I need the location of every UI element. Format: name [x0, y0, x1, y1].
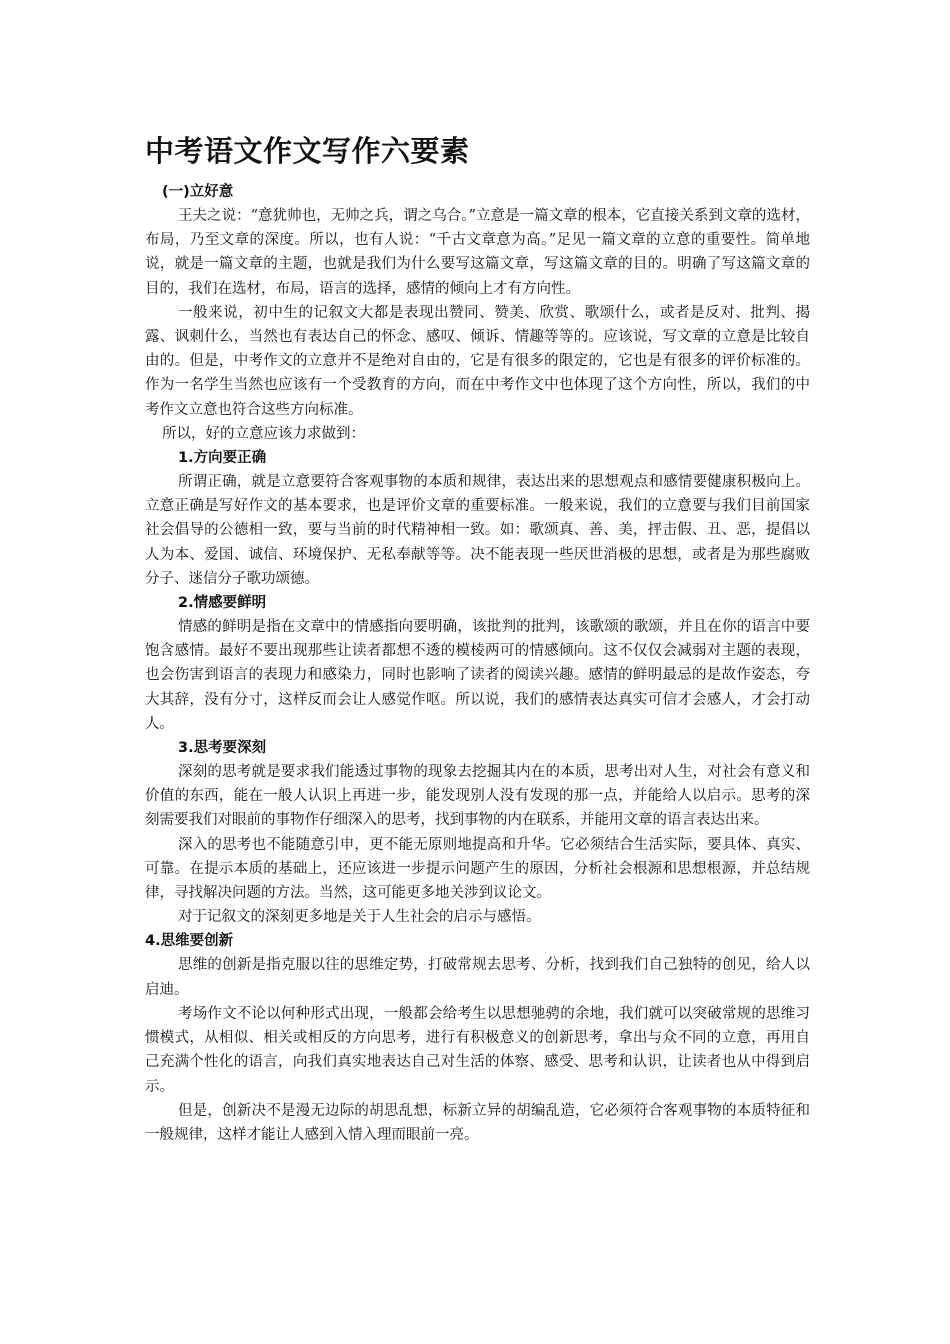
paragraph: 深刻的思考就是要求我们能透过事物的现象去挖掘其内在的本质，思考出对人生，对社会有意义和价值的东西，能在一般人认识上再进一步，能发现别人没有发现的那一点，并能给人以启示。思考的深刻需要我们对眼前的事物作仔细深入的思考，找到事物的内在联系，并能用文章的语言表达出来。	[145, 764, 810, 829]
section-heading: (一)立好意	[162, 184, 234, 200]
paragraph: 深入的思考也不能随意引申，更不能无原则地提高和升华。它必须结合生活实际，要具体、真实、可靠。在提示本质的基础上，还应该进一步提示问题产生的原因，分析社会根源和思想根源，并总结规律，寻找解决问题的方法。当然，这可能更多地关涉到议论文。	[145, 836, 810, 902]
paragraph: 王夫之说：“意犹帅也，无帅之兵，谓之乌合。”立意是一篇文章的根本，它直接关系到文章的选材，布局，乃至文章的深度。所以，也有人说：“千古文章意为高。”足见一篇文章的立意的重要性。简单地说，就是一篇文章的主题，也就是我们为什么要写这篇文章，写这篇文章的目的。明确了写这篇文章的目的，我们在选材，布局，语言的选择，感情的倾向上才有方向性。	[145, 208, 810, 297]
paragraph: 考场作文不论以何种形式出现，一般都会给考生以思想驰骋的余地，我们就可以突破常规的思维习惯模式，从相似、相关或相反的方向思考，进行有积极意义的创新思考，拿出与众不同的立意，再用自己充满个性化的语言，向我们真实地表达自己对生活的体察、感受、思考和认识，让读者也从中得到启示。	[145, 1005, 810, 1095]
section-liyi	[145, 180, 810, 446]
section-thinking	[145, 736, 810, 929]
paragraph: 一般来说，初中生的记叙文大都是表现出赞同、赞美、欣赏、歌颂什么，或者是反对、批判、揭露、讽刺什么，当然也有表达自己的怀念、感叹、倾诉、情趣等等的。应该说，写文章的立意是比较自由的。但是，中考作文的立意并不是绝对自由的，它是有很多的限定的，它也是有很多的评价标准的。作为一名学生当然也应该有一个受教育的方向，而在中考作文中也体现了这个方向性，所以，我们的中考作文立意也符合这些方向标准。	[145, 304, 810, 418]
section-heading: 4.思维要创新	[145, 933, 234, 950]
paragraph: 思维的创新是指克服以往的思维定势，打破常规去思考、分析，找到我们自己独特的创见，给人以启迪。	[145, 957, 810, 998]
section-heading: 3.思考要深刻	[178, 740, 267, 757]
section-innovation	[145, 929, 810, 1147]
section-emotion	[145, 591, 810, 736]
paragraph: 所谓正确，就是立意要符合客观事物的本质和规律，表达出来的思想观点和感情要健康积极向上。立意正确是写好作文的基本要求，也是评价文章的重要标准。一般来说，我们的立意要与我们目前国家社会倡导的公德相一致，要与当前的时代精神相一致。如：歌颂真、善、美，抨击假、丑、恶，提倡以人为本、爱国、诚信、环境保护、无私奉献等等。决不能表现一些厌世消极的思想，或者是为那些腐败分子、迷信分子歌功颂德。	[145, 474, 810, 587]
section-heading: 2.情感要鲜明	[178, 595, 267, 612]
paragraph: 所以，好的立意应该力求做到：	[162, 425, 365, 442]
paragraph: 但是，创新决不是漫无边际的胡思乱想，标新立异的胡编乱造，它必须符合客观事物的本质特征和一般规律，这样才能让人感到入情入理而眼前一亮。	[145, 1102, 810, 1143]
document-title: 中考语文作文写作六要素	[145, 134, 470, 168]
section-direction	[145, 446, 810, 591]
paragraph: 情感的鲜明是指在文章中的情感指向要明确，该批判的批判，该歌颂的歌颂，并且在你的语言中要饱含感情。最好不要出现那些让读者都想不透的模棱两可的情感倾向。这不仅仅会减弱对主题的表现，也会伤害到语言的表现力和感染力，同时也影响了读者的阅读兴趣。感情的鲜明最忌的是故作姿态，夸大其辞，没有分寸，这样反而会让人感觉作呕。所以说，我们的感情表达真实可信才会感人，才会打动人。	[145, 619, 810, 732]
section-heading: 1.方向要正确	[178, 450, 267, 467]
paragraph: 对于记叙文的深刻更多地是关于人生社会的启示与感悟。	[178, 909, 541, 926]
document-page	[145, 122, 810, 1147]
